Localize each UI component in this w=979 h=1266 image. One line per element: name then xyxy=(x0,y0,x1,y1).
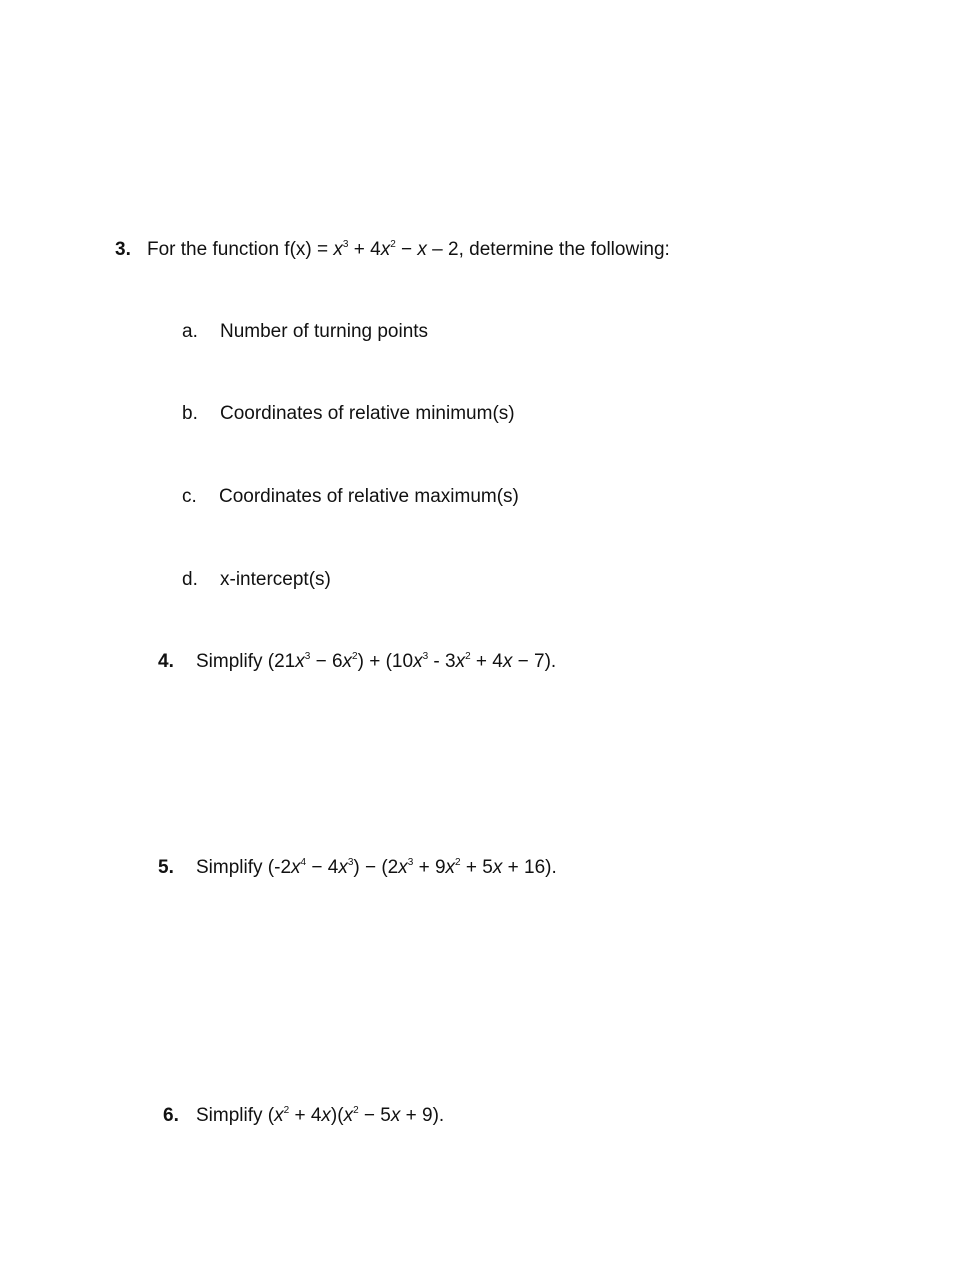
part-text: Number of turning points xyxy=(220,321,429,342)
part-letter: c. xyxy=(182,486,197,507)
part-text: x-intercept(s) xyxy=(220,569,331,590)
question-text: Simplify $(x^2 + 4x)(x^2 - 5x + 9)$. xyxy=(196,1105,445,1126)
question-number: 4. xyxy=(158,651,174,672)
question-number: 3. xyxy=(115,239,131,260)
question-text: Simplify $(-2x^4 - 4x^3) - (2x^3 + 9x^2 + 5x + 16)$. xyxy=(196,857,557,878)
part-text: Coordinates of relative minimum(s) xyxy=(220,403,515,424)
part-letter: a. xyxy=(182,321,198,342)
question-text: Simplify $(21x^3 - 6x^2) + (10x^3 - 3x^2 + 4x - 7)$. xyxy=(196,651,557,672)
part-text: Coordinates of relative maximum(s) xyxy=(219,486,519,507)
part-letter: b. xyxy=(182,403,198,424)
part-letter: d. xyxy=(182,569,198,590)
question-text: For the function $f(x) = x^3 + 4x^2 - x - 2$, determine the following: xyxy=(147,239,670,260)
question-number: 6. xyxy=(163,1105,179,1126)
question-number: 5. xyxy=(158,857,174,878)
